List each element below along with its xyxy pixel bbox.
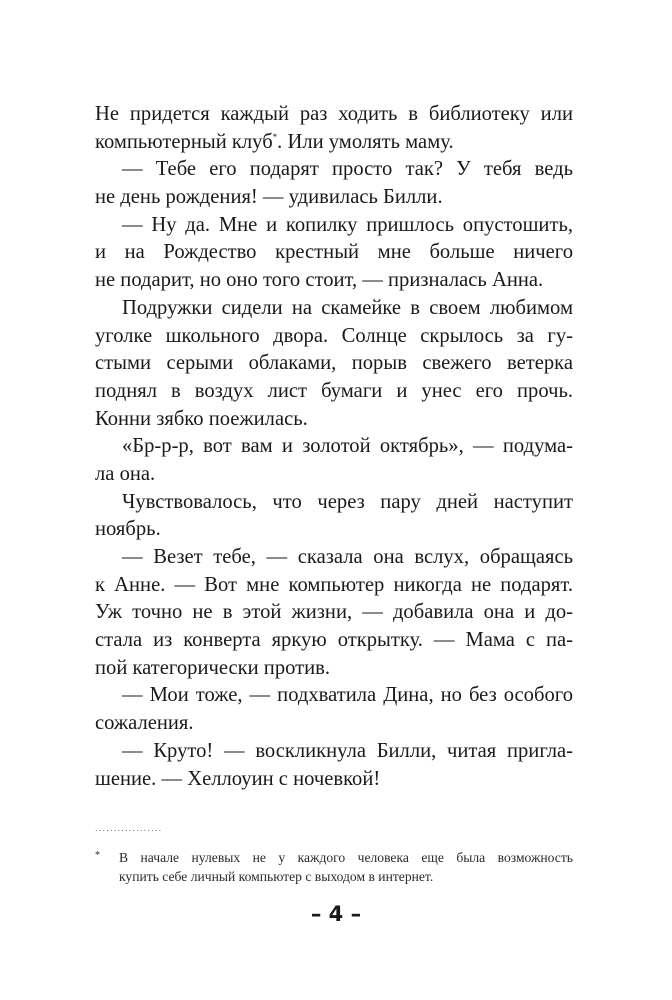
text-line: и на Рождество крестный мне больше ничего	[95, 241, 573, 264]
text-line: — Везет тебе, — сказала она вслух, обращаясь	[122, 546, 573, 568]
text-line: пой категорически против.	[95, 656, 331, 679]
text-line: — Круто! — воскликнула Билли, читая пригла-	[122, 739, 573, 762]
text-line: уголке школьного двора. Солнце скрылось за гу-	[95, 324, 573, 347]
text-line: к Анне. — Вот мне компьютер никогда не подарят.	[95, 573, 573, 596]
text-line: Конни зябко поежилась.	[95, 407, 308, 430]
text-line: стала из конверта яркую открытку. — Мама с па-	[95, 629, 573, 652]
text-segment: . Или умолять маму.	[277, 130, 454, 153]
text-line: сожаления.	[95, 712, 194, 735]
text-line: не день рождения! — удивилась Билли.	[95, 186, 443, 209]
body-text	[95, 101, 573, 793]
text-segment: компьютерный клуб	[95, 130, 273, 153]
text-line: «Бр-р-р, вот вам и золотой октябрь», — подума-	[122, 435, 573, 458]
text-line: не подарит, но оно того стоит, — призналась Анна.	[95, 269, 544, 292]
footnote-reference[interactable]: *	[272, 131, 278, 142]
text-line: Не придется каждый раз ходить в библиотеку или	[95, 103, 573, 125]
text-line: ла она.	[95, 462, 156, 485]
text-line: Подружки сидели на скамейке в своем любимом	[122, 296, 573, 319]
text-line: — Мои тоже, — подхватила Дина, но без особого	[122, 684, 573, 707]
text-line: Чувствовалось, что через пару дней наступит	[122, 490, 573, 513]
text-line	[95, 129, 573, 157]
footnote-line: В начале нулевых не у каждого человека еще была возможность	[119, 850, 573, 865]
text-line: Уж точно не в этой жизни, — добавила она и до-	[95, 601, 573, 624]
text-line: стыми серыми облаками, порыв свежего ветерка	[95, 352, 573, 375]
text-line: ноябрь.	[95, 518, 161, 541]
text-line: — Ну да. Мне и копилку пришлось опустошить,	[122, 213, 573, 236]
text-line: поднял в воздух лист бумаги и унес его прочь.	[95, 379, 573, 402]
footnote-text	[119, 848, 573, 886]
footnote	[95, 848, 573, 886]
text-line: — Тебе его подарят просто так? У тебя ведь	[122, 158, 573, 181]
footnote-separator: ..................	[95, 824, 163, 833]
footnote-marker: *	[95, 850, 100, 861]
footnote-line: купить себе личный компьютер с выходом в интернет.	[119, 869, 434, 884]
page-number: – 4 –	[310, 902, 362, 926]
text-line: шение. — Хеллоуин с ночевкой!	[95, 767, 381, 790]
